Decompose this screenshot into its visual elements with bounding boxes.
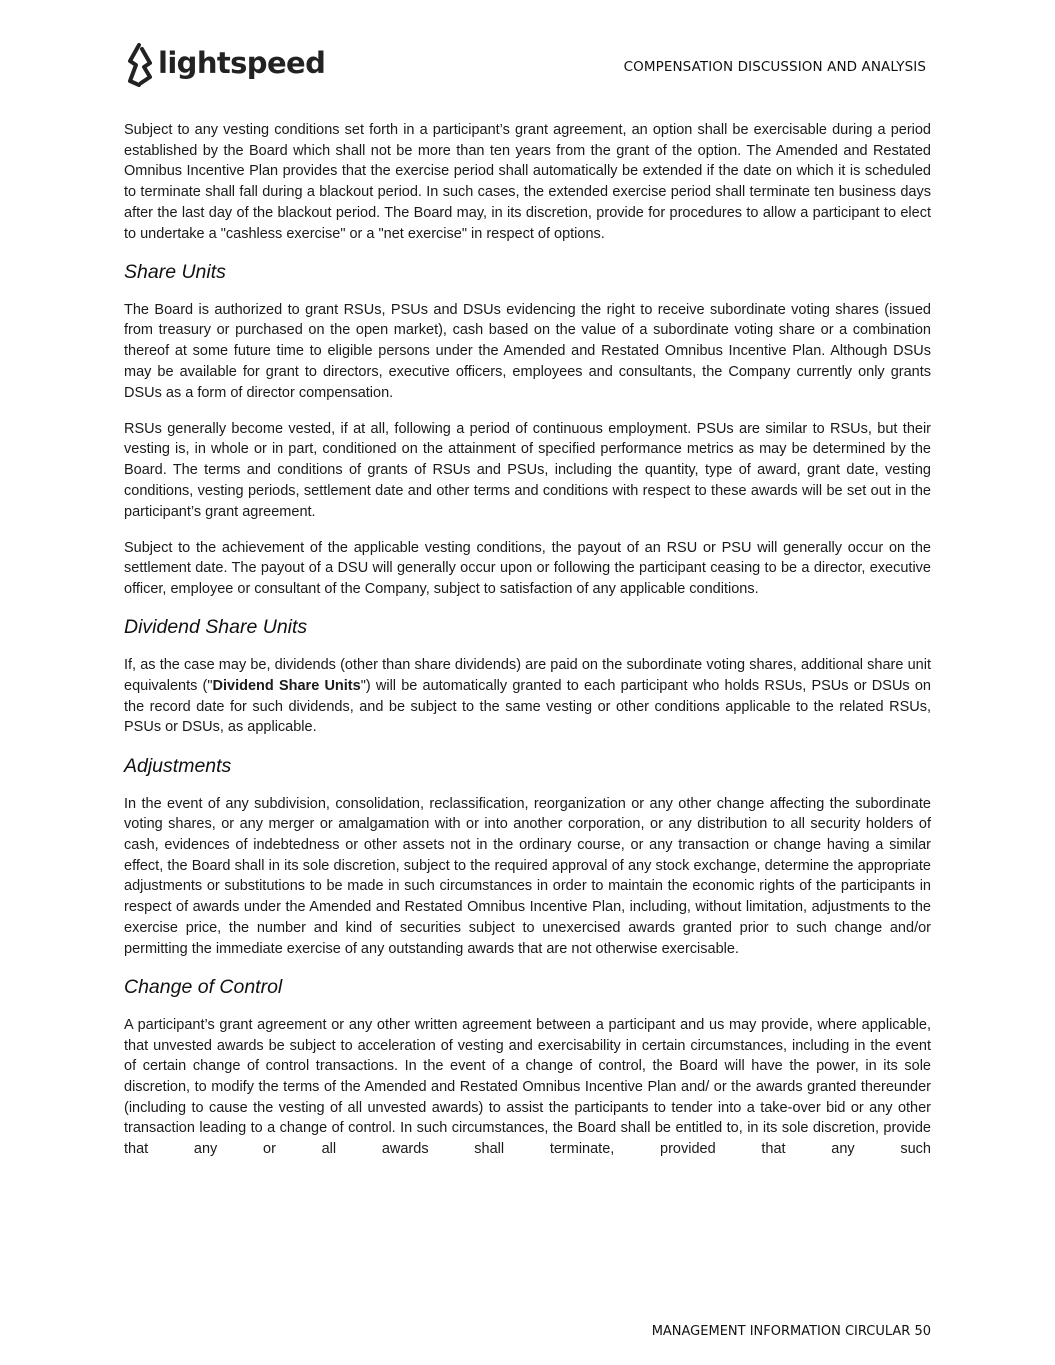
heading-change-of-control: Change of Control [124,975,283,998]
heading-dividend-share-units: Dividend Share Units [124,616,308,639]
paragraph-dividend-share-units [124,655,931,738]
dividend-text-end: ") will be automatically granted to each participant who holds RSUs, PSUs or DSUs on the record date for such dividends, and be subject to the same vesting or other conditions applicable to the related RSUs, PSUs or DSUs, as applicable. [124,678,931,736]
paragraph-rsu-psu-vesting: RSUs generally become vested, if at all, following a period of continuous employment. PSUs are similar to RSUs, but their vesting is, in whole or in part, conditioned on the attainment of specified performance metrics as may be determined by the Board. The terms and conditions of grants of RSUs and PSUs, including the quantity, type of award, grant date, vesting conditions, vesting periods, settlement date and other terms and conditions with respect to these awards will be set out in the participant’s grant agreement. [124,420,931,520]
dividend-text-start: If, as the case may be, dividends (other than share dividends) are paid on the subordinate voting shares, additional share unit equivalents (" [124,657,931,695]
header-section-title: COMPENSATION DISCUSSION AND ANALYSIS [623,59,926,75]
paragraph-option-exercise: Subject to any vesting conditions set forth in a participant’s grant agreement, an option shall be exercisable during a period established by the Board which shall not be more than ten years from the grant of the option. The Amended and Restated Omnibus Incentive Plan provides that the exercise period shall automatically be extended if the date on which it is scheduled to terminate shall fall during a blackout period. In such cases, the extended exercise period shall terminate ten business days after the last day of the blackout period. The Board may, in its discretion, provide for procedures to allow a participant to elect to undertake a "cashless exercise" or a "net exercise" in respect of options. [124,122,931,242]
logo-wordmark: lightspeed [158,45,326,80]
heading-adjustments: Adjustments [124,754,232,777]
footer-page-label: MANAGEMENT INFORMATION CIRCULAR 50 [651,1324,931,1339]
paragraph-change-of-control: A participant’s grant agreement or any other written agreement between a participant and us may provide, where applicable, that unvested awards be subject to acceleration of vesting and exercisability in certain circumstances, including in the event of certain change of control transactions. In the event of a change of control, the Board will have the power, in its sole discretion, to modify the terms of the Amended and Restated Omnibus Incentive Plan and/ or the awards granted thereunder (including to cause the vesting of all unvested awards) to assist the participants to tender into a take-over bid or any other transaction leading to a change of control. In such circumstances, the Board shall be entitled to, in its sole discretion, provide that any or all awards shall terminate, provided that any such [124,1016,931,1158]
lightspeed-flame-icon [126,43,154,87]
paragraph-payout: Subject to the achievement of the applicable vesting conditions, the payout of an RSU or PSU will generally occur on the settlement date. The payout of a DSU will generally occur upon or following the participant ceasing to be a director, executive officer, employee or consultant of the Company, subject to satisfaction of any applicable conditions. [124,539,931,598]
dividend-term-bold: Dividend Share Units [212,678,361,695]
paragraph-share-units-grant: The Board is authorized to grant RSUs, PSUs and DSUs evidencing the right to receive subordinate voting shares (issued from treasury or purchased on the open market), cash based on the value of a subordinate voting share or a combination thereof at some future time to eligible persons under the Amended and Restated Omnibus Incentive Plan. Although DSUs may be available for grant to directors, executive officers, employees and consultants, the Company currently only grants DSUs as a form of director compensation. [124,301,931,401]
paragraph-adjustments: In the event of any subdivision, consolidation, reclassification, reorganization or any other change affecting the subordinate voting shares, or any merger or amalgamation with or into another corporation, or any distribution to all security holders of cash, evidences of indebtedness or other assets not in the ordinary course, or any transaction or change having a similar effect, the Board shall in its sole discretion, subject to the required approval of any stock exchange, determine the appropriate adjustments or substitutions to be made in such circumstances in order to maintain the economic rights of the participants in respect of awards under the Amended and Restated Omnibus Incentive Plan, including, without limitation, adjustments to the exercise price, the number and kind of securities subject to unexercised awards granted prior to such change and/or permitting the immediate exercise of any outstanding awards that are not otherwise exercisable. [124,795,931,957]
document-body [124,120,931,1175]
heading-share-units: Share Units [124,260,226,283]
company-logo [126,42,325,88]
